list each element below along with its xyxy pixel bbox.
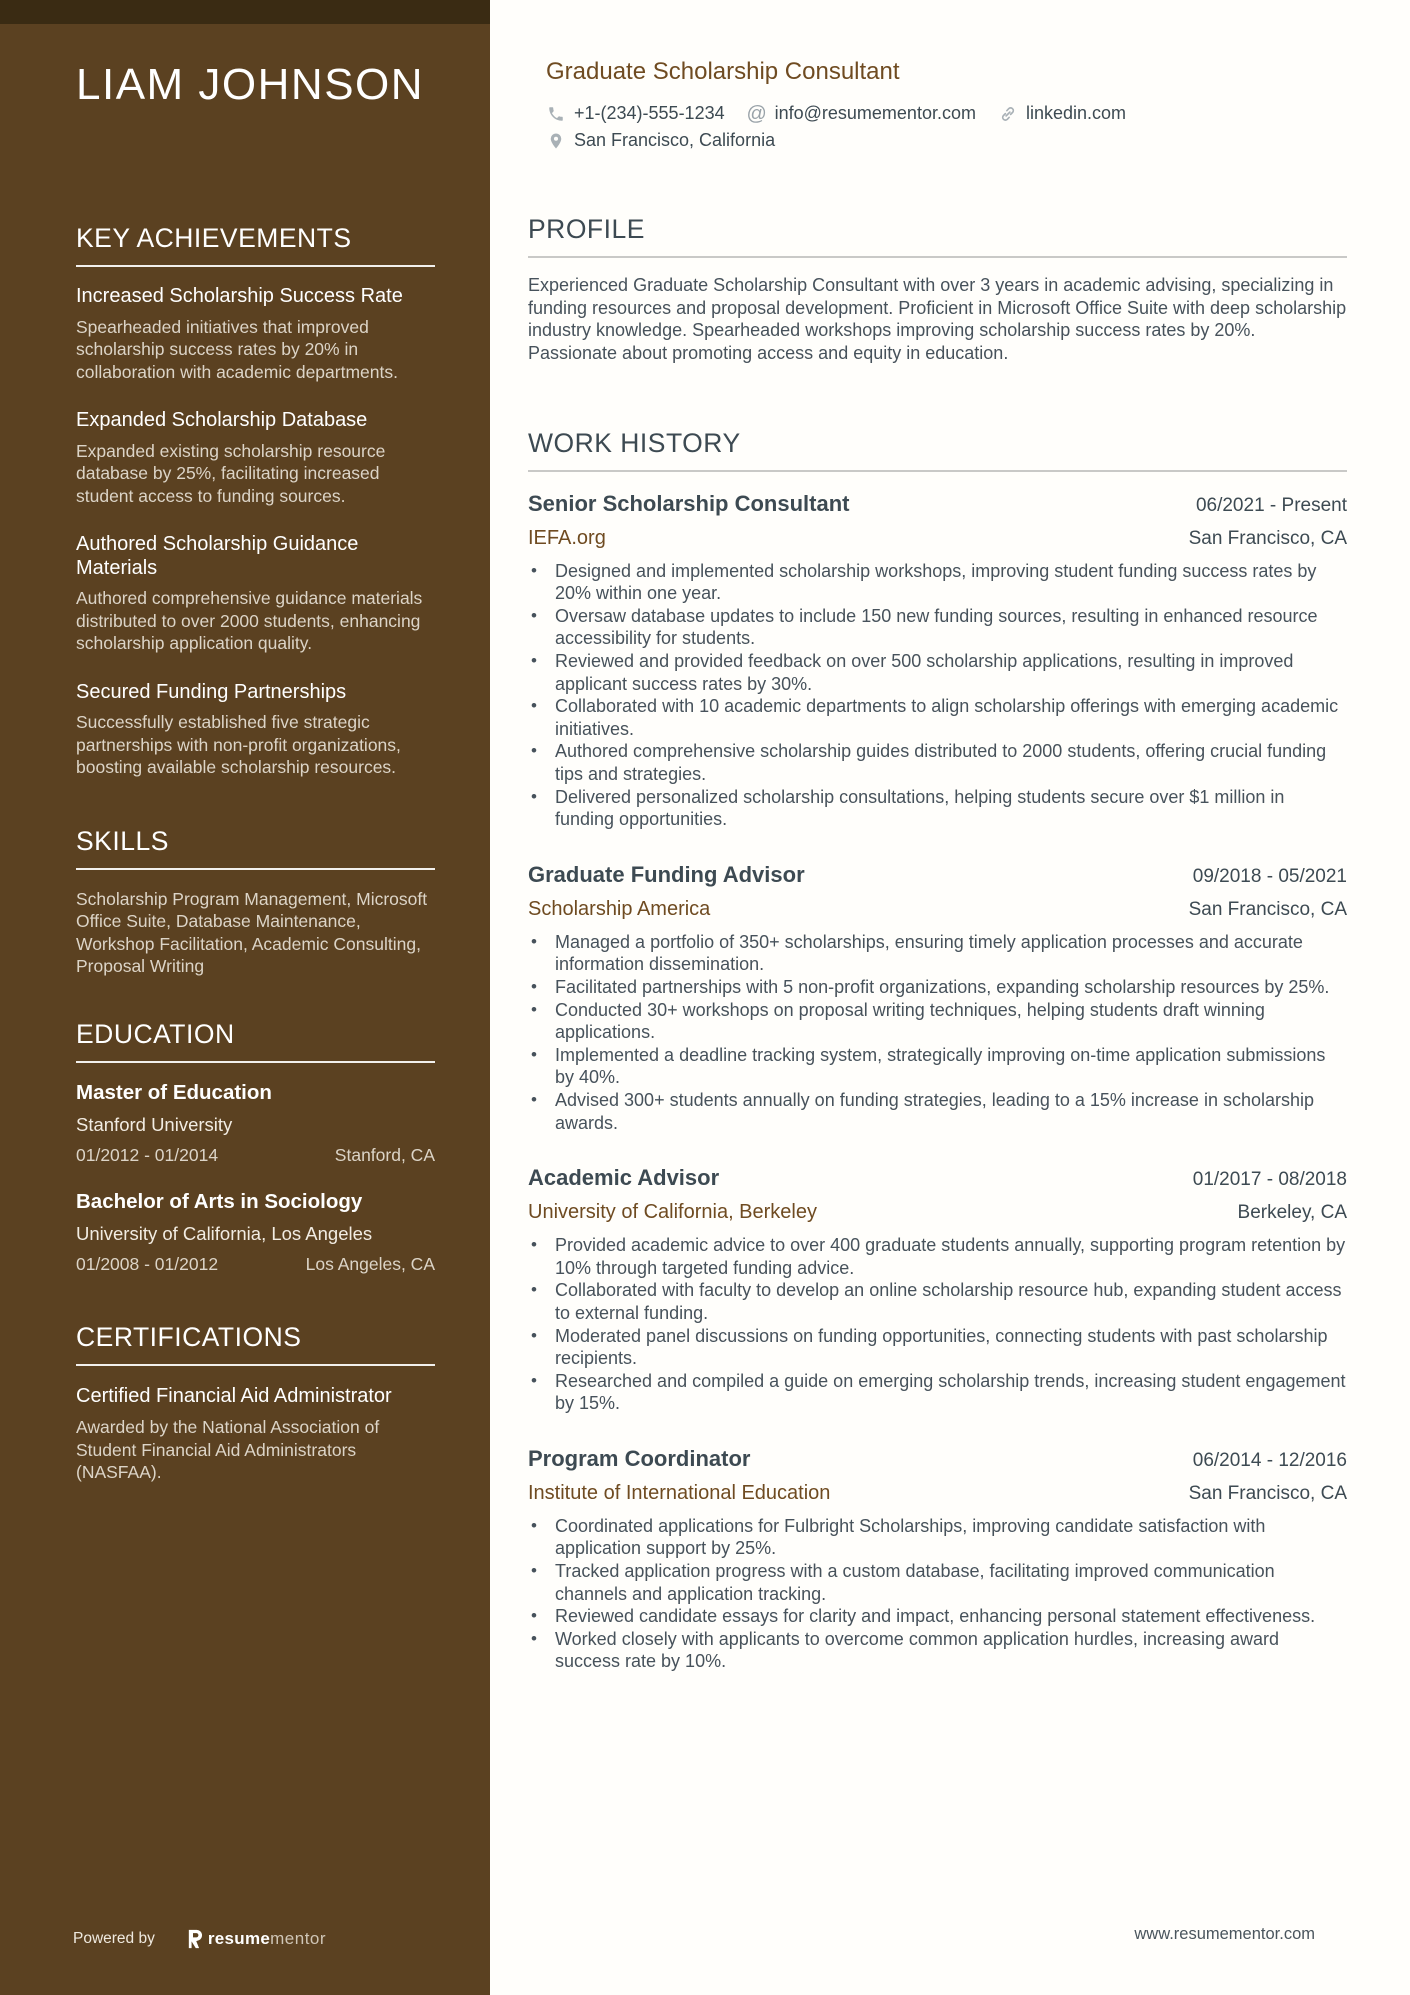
achievement-item [76, 409, 435, 507]
skills-heading: SKILLS [76, 827, 435, 870]
brand-text-resume: resume [207, 1929, 271, 1948]
job-bullet: • Worked closely with applicants to overcome common application hurdles, increasing award success rate by 10%. [528, 1628, 1347, 1673]
job-bullet: • Researched and compiled a guide on emerging scholarship trends, increasing student engagement by 15%. [528, 1370, 1347, 1415]
location-contact [546, 130, 775, 151]
education-item [76, 1081, 435, 1166]
linkedin-url[interactable]: linkedin.com [1025, 103, 1127, 123]
job-bullets [528, 931, 1347, 1134]
job-bullet: • Reviewed candidate essays for clarity and impact, enhancing personal statement effectiveness. [528, 1605, 1347, 1628]
work-history-section [528, 429, 1347, 1674]
main-column [490, 0, 1410, 1673]
education-dates: 01/2008 - 01/2012 [76, 1254, 219, 1275]
contact-row-2 [546, 130, 1347, 151]
job-role: Senior Scholarship Consultant [528, 490, 850, 516]
certifications-section [76, 1323, 435, 1484]
link-icon [998, 104, 1018, 124]
achievement-item [76, 285, 435, 383]
education-heading: EDUCATION [76, 1020, 435, 1063]
job-dates: 09/2018 - 05/2021 [1192, 865, 1347, 887]
profile-heading: PROFILE [528, 215, 1347, 258]
achievement-desc: Authored comprehensive guidance materials distributed to over 2000 students, enhancing scholarship application quality. [76, 588, 423, 654]
job-bullet: • Authored comprehensive scholarship guides distributed to 2000 students, offering crucial funding tips and strategies. [528, 740, 1347, 785]
education-dates: 01/2012 - 01/2014 [76, 1145, 219, 1166]
achievement-desc: Spearheaded initiatives that improved scholarship success rates by 20% in collaboration with academic departments. [76, 316, 398, 382]
sidebar-top-accent-bar [0, 0, 490, 24]
certifications-heading: CERTIFICATIONS [76, 1323, 435, 1366]
job-dates: 06/2014 - 12/2016 [1192, 1449, 1347, 1471]
job-bullet: • Managed a portfolio of 350+ scholarships, ensuring timely application processes and accurate information dissemination. [528, 931, 1347, 976]
job-entry [528, 1446, 1347, 1673]
school-name: University of California, Los Angeles [76, 1223, 373, 1245]
phone-contact [546, 103, 725, 124]
job-dates: 01/2017 - 08/2018 [1192, 1169, 1347, 1191]
job-bullets [528, 1515, 1347, 1673]
resumementor-logo-icon [187, 1929, 204, 1949]
job-company: University of California, Berkeley [528, 1201, 817, 1224]
powered-by-label: Powered by [73, 1930, 155, 1947]
linkedin-contact[interactable] [998, 103, 1126, 124]
email-address[interactable]: info@resumementor.com [774, 103, 976, 123]
at-icon: @ [746, 102, 767, 125]
skills-text: Scholarship Program Management, Microsoft Office Suite, Database Maintenance, Workshop Facilitation, Academic Consulting, Proposal Writing [76, 888, 428, 977]
work-history-heading: WORK HISTORY [528, 429, 1347, 472]
job-role: Program Coordinator [528, 1445, 751, 1471]
job-entry [528, 862, 1347, 1134]
achievement-title: Secured Funding Partnerships [76, 680, 347, 703]
sidebar [0, 0, 490, 1995]
job-location: Berkeley, CA [1237, 1202, 1347, 1224]
job-bullet: • Coordinated applications for Fulbright Scholarships, improving candidate satisfaction with application support by 25%. [528, 1515, 1347, 1560]
profile-section [528, 215, 1347, 365]
job-company: IEFA.org [528, 526, 606, 549]
job-bullet: • Implemented a deadline tracking system, strategically improving on-time application submissions by 40%. [528, 1044, 1347, 1089]
job-entry [528, 1165, 1347, 1415]
certification-title: Certified Financial Aid Administrator [76, 1385, 392, 1408]
phone-number: +1-(234)-555-1234 [574, 103, 725, 123]
job-bullet: • Delivered personalized scholarship consultations, helping students secure over $1 million in funding opportunities. [528, 786, 1347, 831]
contact-row-1 [546, 103, 1347, 124]
certification-item [76, 1384, 435, 1484]
job-bullets [528, 1234, 1347, 1415]
job-company: Scholarship America [528, 897, 711, 920]
achievements-heading: KEY ACHIEVEMENTS [76, 224, 435, 267]
skills-section [76, 827, 435, 978]
job-location: San Francisco, CA [1188, 898, 1347, 920]
job-bullet: • Tracked application progress with a custom database, facilitating improved communication channels and application tracking. [528, 1560, 1347, 1605]
website-url: www.resumementor.com [1134, 1925, 1315, 1943]
phone-icon [546, 104, 566, 124]
job-bullet: • Moderated panel discussions on funding opportunities, connecting students with past scholarship recipients. [528, 1325, 1347, 1370]
degree-title: Bachelor of Arts in Sociology [76, 1190, 363, 1214]
achievement-title: Expanded Scholarship Database [76, 409, 368, 432]
job-location: San Francisco, CA [1188, 1482, 1347, 1504]
job-dates: 06/2021 - Present [1195, 494, 1347, 516]
header-block [528, 58, 1347, 151]
education-location: Stanford, CA [334, 1145, 435, 1166]
resume-headline: Graduate Scholarship Consultant [546, 58, 900, 85]
job-bullet: • Advised 300+ students annually on funding strategies, leading to a 15% increase in scholarship awards. [528, 1089, 1347, 1134]
education-location: Los Angeles, CA [305, 1254, 435, 1275]
job-bullet: • Provided academic advice to over 400 graduate students annually, supporting program retention by 10% through targeted funding advice. [528, 1234, 1347, 1279]
brand-text-mentor: mentor [270, 1929, 327, 1948]
powered-by-footer [73, 1929, 326, 1949]
job-role: Academic Advisor [528, 1165, 720, 1191]
job-bullet: • Collaborated with faculty to develop an online scholarship resource hub, expanding student access to external funding. [528, 1279, 1347, 1324]
job-role: Graduate Funding Advisor [528, 861, 805, 887]
job-bullets [528, 560, 1347, 831]
job-bullet: • Designed and implemented scholarship workshops, improving student funding success rates by 20% within one year. [528, 560, 1347, 605]
resumementor-brand [187, 1929, 326, 1949]
job-entry [528, 491, 1347, 831]
job-location: San Francisco, CA [1188, 527, 1347, 549]
degree-title: Master of Education [76, 1081, 272, 1105]
education-item [76, 1190, 435, 1275]
certification-desc: Awarded by the National Association of Student Financial Aid Administrators (NASFAA). [76, 1417, 380, 1483]
job-company: Institute of International Education [528, 1481, 831, 1504]
achievement-item [76, 533, 435, 655]
job-bullet: • Conducted 30+ workshops on proposal writing techniques, helping students draft winning applications. [528, 999, 1347, 1044]
achievement-desc: Successfully established five strategic partnerships with non-profit organizations, boosting available scholarship resources. [76, 712, 401, 778]
job-bullet: • Collaborated with 10 academic departments to align scholarship offerings with emerging academic initiatives. [528, 695, 1347, 740]
profile-text: Experienced Graduate Scholarship Consultant with over 3 years in academic advising, specializing in funding resources and proposal development. Proficient in Microsoft Office Suite with deep scholarship industry knowledge. Spearheaded workshops improving scholarship success rates by 20%. Passionate about promoting access and equity in education. [528, 275, 1347, 363]
location-pin-icon [546, 131, 566, 151]
achievements-list [76, 285, 435, 779]
email-contact[interactable] [747, 103, 976, 124]
school-name: Stanford University [76, 1114, 233, 1136]
achievement-title: Increased Scholarship Success Rate [76, 285, 403, 308]
job-bullet: • Oversaw database updates to include 150 new funding sources, resulting in enhanced resource accessibility for students. [528, 605, 1347, 650]
job-bullet: • Facilitated partnerships with 5 non-profit organizations, expanding scholarship resources by 25%. [528, 976, 1347, 999]
job-bullet: • Reviewed and provided feedback on over 500 scholarship applications, resulting in improved applicant success rates by 30%. [528, 650, 1347, 695]
achievement-desc: Expanded existing scholarship resource database by 25%, facilitating increased student access to funding sources. [76, 440, 386, 506]
location-text: San Francisco, California [574, 130, 776, 150]
education-section [76, 1020, 435, 1275]
achievement-title: Authored Scholarship Guidance Materials [76, 533, 359, 579]
person-name: LIAM JOHNSON [76, 60, 425, 109]
achievement-item [76, 681, 435, 779]
